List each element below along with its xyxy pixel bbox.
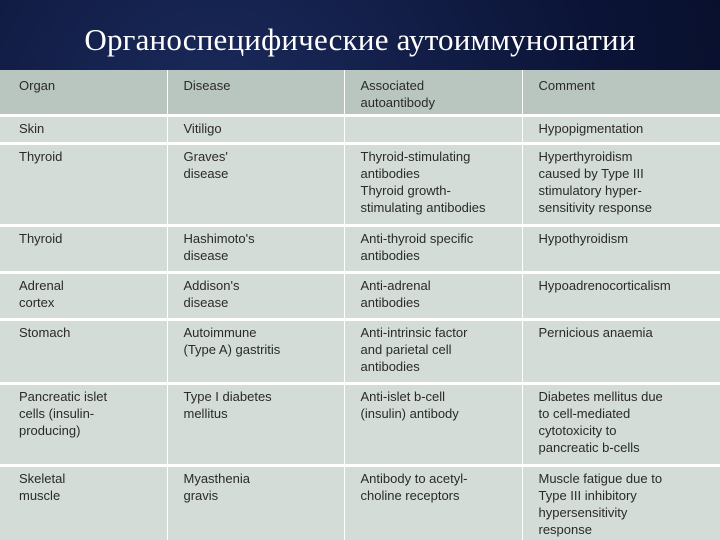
- table-row: [0, 320, 720, 384]
- header-disease: Disease: [167, 70, 344, 116]
- cell-disease: Graves' disease: [167, 144, 344, 226]
- header-autoantibody: Associated autoantibody: [344, 70, 522, 116]
- cell-organ: Thyroid: [0, 144, 167, 226]
- cell-autoantibody: Anti-thyroid specific antibodies: [344, 226, 522, 273]
- cell-disease: Autoimmune (Type A) gastritis: [167, 320, 344, 384]
- table-row: [0, 116, 720, 144]
- cell-disease: Hashimoto's disease: [167, 226, 344, 273]
- cell-disease: Vitiligo: [167, 116, 344, 144]
- cell-disease: Myasthenia gravis: [167, 466, 344, 540]
- cell-autoantibody: Antibody to acetyl- choline receptors: [344, 466, 522, 540]
- table-row: [0, 226, 720, 273]
- table-row: [0, 273, 720, 320]
- cell-autoantibody: Thyroid-stimulating antibodies Thyroid growth- stimulating antibodies: [344, 144, 522, 226]
- cell-comment: Pernicious anaemia: [522, 320, 720, 384]
- autoimmune-table: [0, 70, 720, 540]
- cell-organ: Thyroid: [0, 226, 167, 273]
- cell-comment: Hypothyroidism: [522, 226, 720, 273]
- cell-comment: Muscle fatigue due to Type III inhibitory hypersensitivity response: [522, 466, 720, 540]
- header-comment: Comment: [522, 70, 720, 116]
- cell-autoantibody: Anti-islet b-cell (insulin) antibody: [344, 384, 522, 466]
- cell-comment: Diabetes mellitus due to cell-mediated cytotoxicity to pancreatic b-cells: [522, 384, 720, 466]
- slide-title: Органоспецифические аутоиммунопатии: [84, 22, 636, 57]
- table-row: [0, 466, 720, 540]
- cell-disease: Type I diabetes mellitus: [167, 384, 344, 466]
- cell-comment: Hypoadrenocorticalism: [522, 273, 720, 320]
- table-row: [0, 144, 720, 226]
- cell-comment: Hypopigmentation: [522, 116, 720, 144]
- cell-autoantibody: Anti-intrinsic factor and parietal cell antibodies: [344, 320, 522, 384]
- cell-disease: Addison's disease: [167, 273, 344, 320]
- cell-organ: Stomach: [0, 320, 167, 384]
- cell-organ: Skeletal muscle: [0, 466, 167, 540]
- cell-organ: Pancreatic islet cells (insulin- producing): [0, 384, 167, 466]
- cell-autoantibody: [344, 116, 522, 144]
- cell-autoantibody: Anti-adrenal antibodies: [344, 273, 522, 320]
- header-organ: Organ: [0, 70, 167, 116]
- cell-comment: Hyperthyroidism caused by Type III stimulatory hyper- sensitivity response: [522, 144, 720, 226]
- table-row: [0, 384, 720, 466]
- autoimmune-table-container: [0, 70, 720, 540]
- table-header-row: [0, 70, 720, 116]
- cell-organ: Adrenal cortex: [0, 273, 167, 320]
- cell-organ: Skin: [0, 116, 167, 144]
